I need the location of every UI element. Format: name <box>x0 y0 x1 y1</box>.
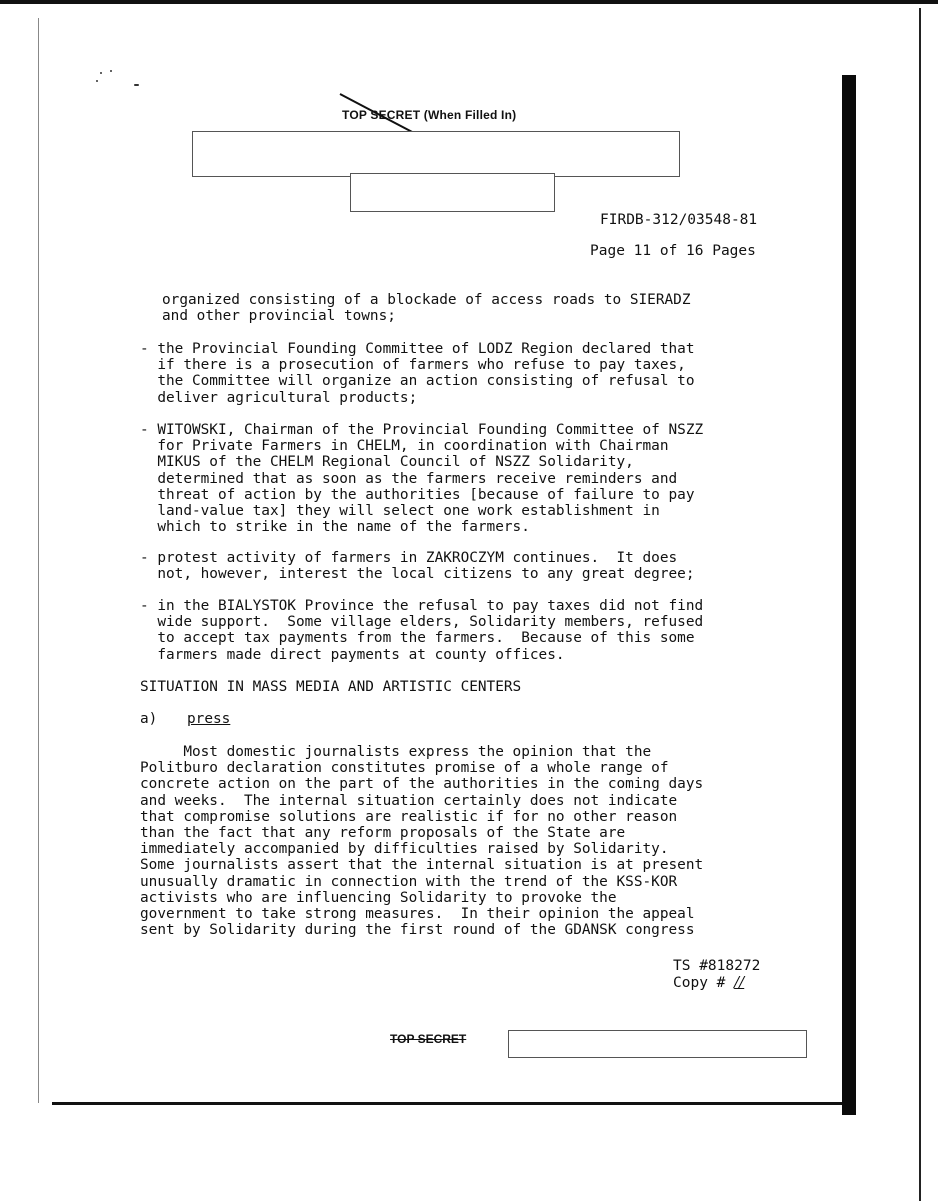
classification-header: TOP SECRET (When Filled In) <box>342 108 517 122</box>
bullet-item: - in the BIALYSTOK Province the refusal to pay taxes did not find wide support. Some village elders, Solidarity members, refused to accept tax payments from the farmers. Because of this some farmers made direct payments at county offices. <box>140 598 704 663</box>
ts-number: TS #818272 <box>673 958 761 974</box>
scan-edge-left <box>38 18 39 1103</box>
section-heading: SITUATION IN MASS MEDIA AND ARTISTIC CENTERS <box>140 679 522 695</box>
bullet-item: - WITOWSKI, Chairman of the Provincial Founding Committee of NSZZ for Private Farmers in CHELM, in coordination with Chairman MIKUS of the CHELM Regional Council of NSZZ Solidarity, determined that as soon as the farmers receive reminders and threat of action by the authorities [because of failure to pay land-value tax] they will select one work establishment in which to strike in the name of the farmers. <box>140 422 704 536</box>
copy-number: // <box>734 973 745 991</box>
scan-edge-right-line <box>919 8 921 1201</box>
subsection-marker: a) <box>140 711 158 727</box>
scan-edge-bottom <box>52 1102 842 1105</box>
reference-number: FIRDB-312/03548-81 <box>600 212 758 228</box>
scan-edge-top <box>0 0 938 4</box>
scan-edge-right-bar <box>842 75 856 1115</box>
bullet-item: - protest activity of farmers in ZAKROCZYM continues. It does not, however, interest the local citizens to any great degree; <box>140 550 695 583</box>
continuation-text: organized consisting of a blockade of access roads to SIERADZ and other provincial towns; <box>162 292 691 325</box>
body-paragraph: Most domestic journalists express the opinion that the Politburo declaration constitutes promise of a whole range of concrete action on the part of the authorities in the coming days and weeks. The internal situation certainly does not indicate that compromise solutions are realistic if for no other reason than the fact that any reform proposals of the State are immediately accompanied by difficulties raised by Solidarity. Some journalists assert that the internal situation is at present unusually dramatic in connection with the trend of the KSS-KOR activists who are influencing Solidarity to provoke the government to take strong measures. In their opinion the appeal sent by Solidarity during the first round of the GDANSK congress <box>140 744 704 939</box>
page-info: Page 11 of 16 Pages <box>590 243 756 259</box>
bullet-item: - the Provincial Founding Committee of LODZ Region declared that if there is a prosecution of farmers who refuse to pay taxes, the Committee will organize an action consisting of refusal to deliver agricultural products; <box>140 341 695 406</box>
redaction-box-middle <box>350 173 555 212</box>
subsection-title: press <box>187 711 231 727</box>
classification-footer: TOP SECRET <box>390 1032 467 1046</box>
ts-control-block <box>673 958 760 991</box>
redaction-box-top <box>192 131 680 177</box>
scan-specks <box>86 70 146 90</box>
copy-label: Copy # <box>673 975 735 991</box>
redaction-box-bottom <box>508 1030 807 1058</box>
